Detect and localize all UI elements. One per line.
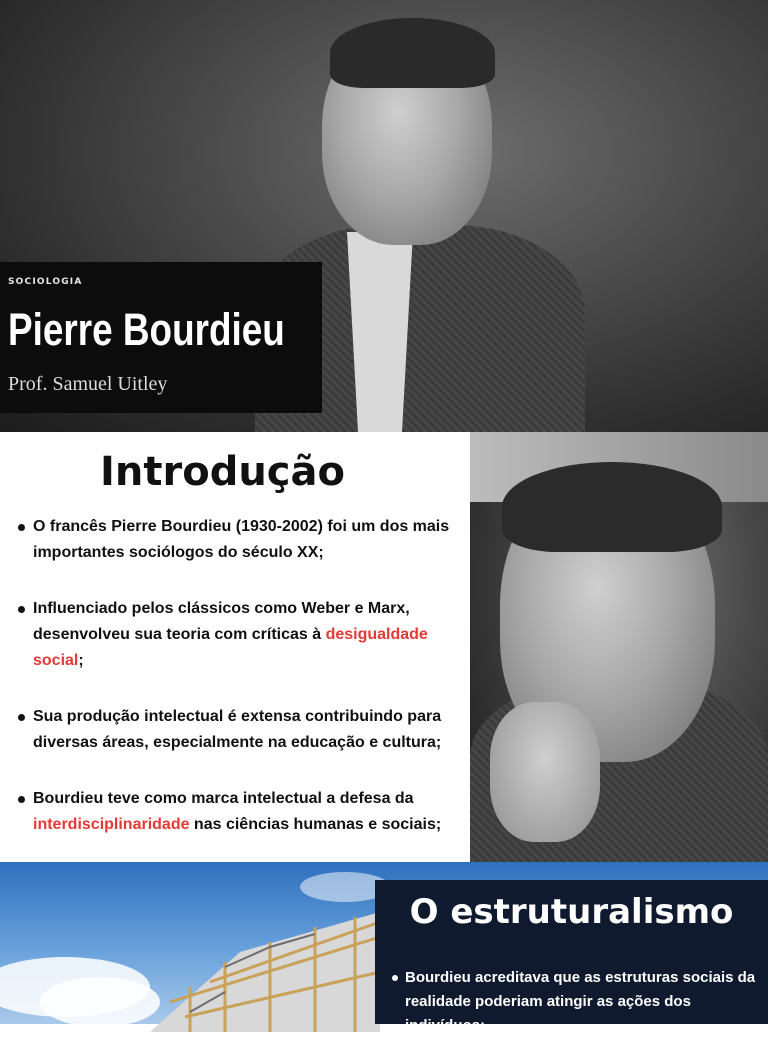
intro-bullet-4-end: nas ciências humanas e sociais; bbox=[189, 816, 442, 833]
intro-bullet-list bbox=[14, 514, 456, 868]
intro-bullet-4-text: Bourdieu teve como marca intelectual a defesa da bbox=[33, 790, 414, 807]
intro-photo-bourdieu bbox=[470, 432, 768, 862]
intro-bullet-2-highlight: desigualdade social bbox=[33, 626, 428, 669]
structuralism-section bbox=[0, 862, 768, 1034]
intro-bullet-2-end: ; bbox=[78, 652, 84, 669]
structuralism-bullet-list bbox=[390, 966, 760, 1038]
photo-hair bbox=[330, 18, 495, 88]
intro-heading: Introdução bbox=[100, 449, 345, 495]
cover-author: Prof. Samuel Uitley bbox=[8, 373, 168, 395]
intro-bullet-3-text: Sua produção intelectual é extensa contribuindo para diversas áreas, especialmente na educação e cultura; bbox=[33, 708, 442, 751]
intro-bullet-2 bbox=[14, 596, 456, 674]
structuralism-heading: O estruturalismo bbox=[409, 892, 734, 932]
intro-bullet-2-text: Influenciado pelos clássicos como Weber e Marx, desenvolveu sua teoria com críticas à bbox=[33, 600, 410, 643]
intro-section bbox=[0, 432, 768, 862]
structuralism-bullet-1: Bourdieu acreditava que as estruturas sociais da realidade poderiam atingir as ações dos indivíduos; bbox=[390, 966, 760, 1038]
scaffolding-photo-shape bbox=[130, 892, 380, 1032]
cover-category: SOCIOLOGIA bbox=[8, 277, 83, 287]
intro-bullet-1 bbox=[14, 514, 456, 566]
intro-bullet-1-text: O francês Pierre Bourdieu (1930-2002) foi um dos mais importantes sociólogos do século XX; bbox=[33, 518, 450, 561]
intro-bullet-3 bbox=[14, 704, 456, 756]
photo-hand bbox=[490, 702, 600, 842]
photo-hair bbox=[502, 462, 722, 552]
intro-bullet-4-highlight: interdisciplinaridade bbox=[33, 816, 190, 833]
cover-section bbox=[0, 0, 768, 432]
cover-title: Pierre Bourdieu bbox=[8, 304, 285, 355]
intro-bullet-4 bbox=[14, 786, 456, 838]
